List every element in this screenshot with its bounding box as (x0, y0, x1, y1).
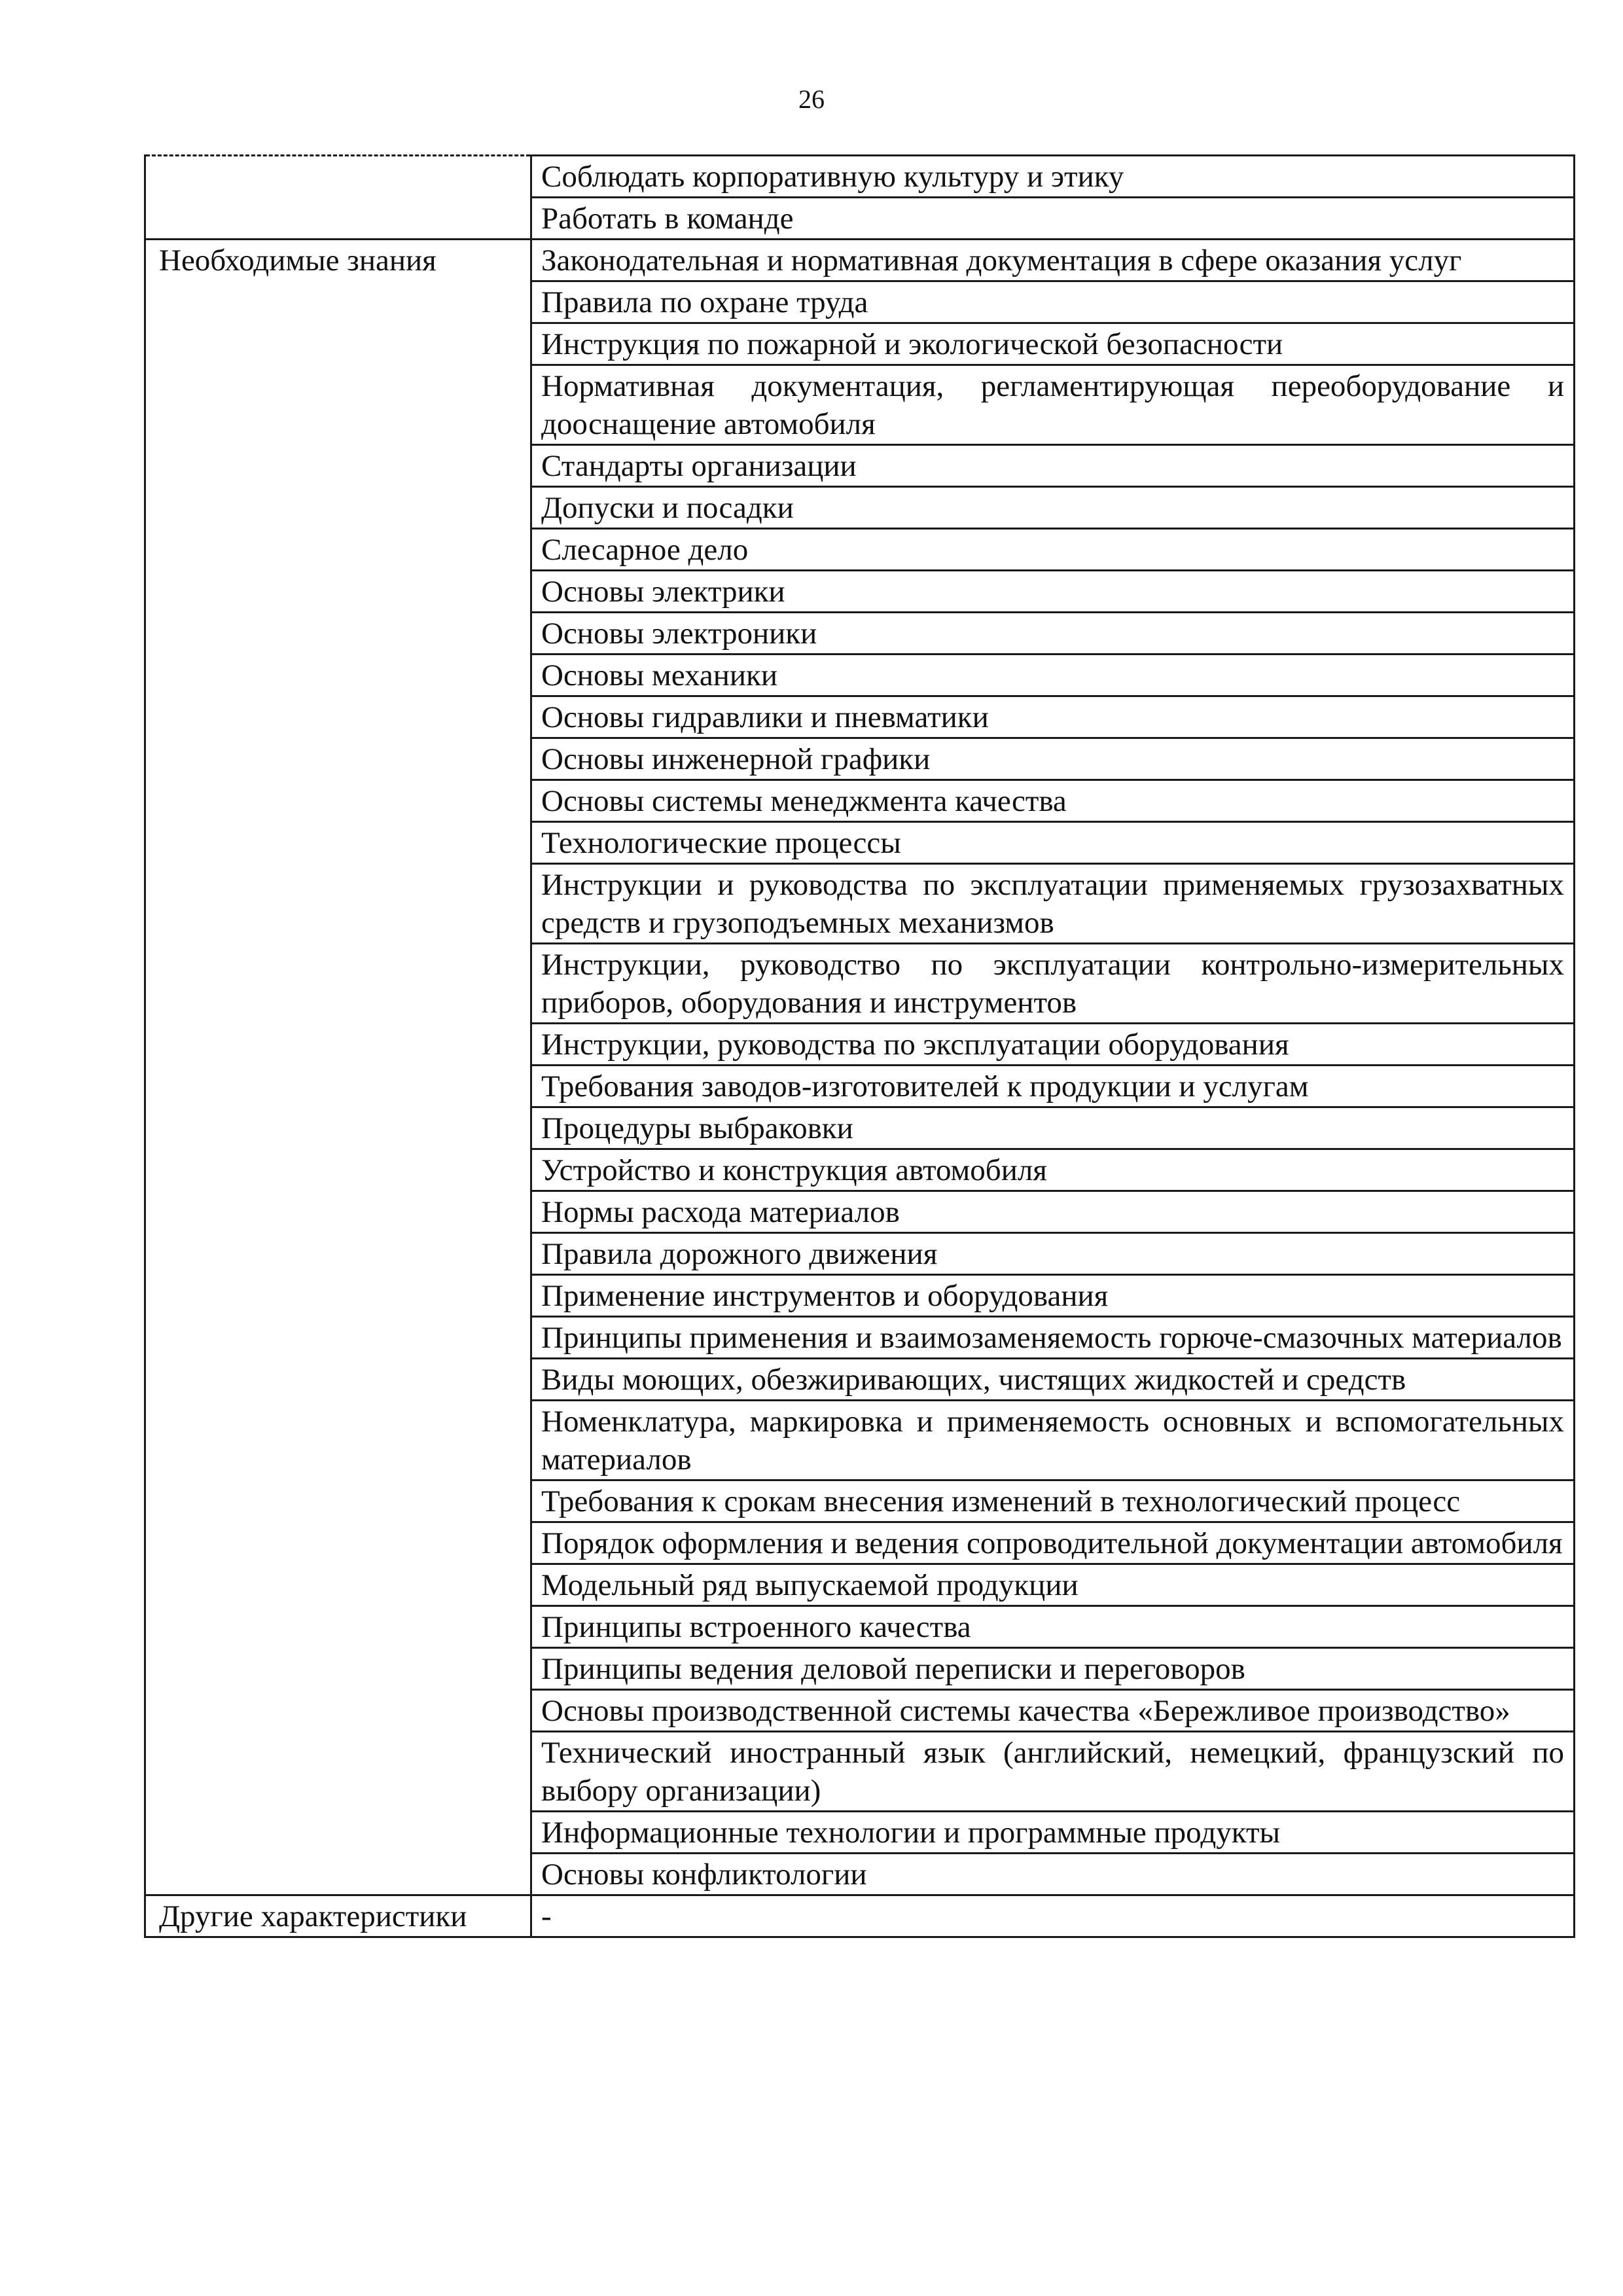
required-knowledge-item: Устройство и конструкция автомобиля (531, 1149, 1575, 1191)
other-characteristics-label: Другие характеристики (145, 1895, 531, 1937)
required-knowledge-item: Инструкции, руководства по эксплуатации оборудования (531, 1024, 1575, 1066)
required-knowledge-item: Законодательная и нормативная документация в сфере оказания услуг (531, 240, 1575, 281)
required-knowledge-item: Виды моющих, обезжиривающих, чистящих жидкостей и средств (531, 1359, 1575, 1401)
required-knowledge-item: Принципы встроенного качества (531, 1606, 1575, 1648)
continued-skills-label (145, 156, 531, 240)
required-knowledge-item: Технологические процессы (531, 822, 1575, 864)
continued-skills-item: Работать в команде (531, 198, 1575, 240)
required-knowledge-item: Нормативная документация, регламентирующая переоборудование и дооснащение автомобиля (531, 365, 1575, 445)
page-number: 26 (798, 84, 825, 114)
required-knowledge-item: Инструкция по пожарной и экологической безопасности (531, 323, 1575, 365)
required-knowledge-item: Правила по охране труда (531, 281, 1575, 323)
required-knowledge-item: Основы конфликтологии (531, 1854, 1575, 1895)
table-body (145, 156, 1575, 1937)
required-knowledge-item: Стандарты организации (531, 445, 1575, 487)
required-knowledge-item: Основы инженерной графики (531, 738, 1575, 780)
required-knowledge-item: Основы гидравлики и пневматики (531, 696, 1575, 738)
table-row (145, 156, 1575, 198)
required-knowledge-item: Основы системы менеджмента качества (531, 780, 1575, 822)
required-knowledge-item: Принципы ведения деловой переписки и переговоров (531, 1648, 1575, 1690)
required-knowledge-item: Основы производственной системы качества «Бережливое производство» (531, 1690, 1575, 1732)
required-knowledge-item: Номенклатура, маркировка и применяемость основных и вспомогательных материалов (531, 1401, 1575, 1480)
required-knowledge-item: Процедуры выбраковки (531, 1107, 1575, 1149)
required-knowledge-item: Правила дорожного движения (531, 1233, 1575, 1275)
table-row (145, 240, 1575, 281)
required-knowledge-item: Модельный ряд выпускаемой продукции (531, 1564, 1575, 1606)
required-knowledge-item: Инструкции и руководства по эксплуатации применяемых грузозахватных средств и грузоподъемных механизмов (531, 864, 1575, 944)
required-knowledge-item: Допуски и посадки (531, 487, 1575, 529)
required-knowledge-item: Требования к срокам внесения изменений в технологический процесс (531, 1480, 1575, 1522)
required-knowledge-item: Слесарное дело (531, 529, 1575, 571)
required-knowledge-item: Технический иностранный язык (английский, немецкий, французский по выбору организации) (531, 1732, 1575, 1812)
required-knowledge-item: Нормы расхода материалов (531, 1191, 1575, 1233)
continued-skills-item: Соблюдать корпоративную культуру и этику (531, 156, 1575, 198)
table-row (145, 1895, 1575, 1937)
required-knowledge-label: Необходимые знания (145, 240, 531, 1895)
required-knowledge-item: Основы механики (531, 655, 1575, 696)
required-knowledge-item: Принципы применения и взаимозаменяемость горюче-смазочных материалов (531, 1317, 1575, 1359)
required-knowledge-item: Порядок оформления и ведения сопроводительной документации автомобиля (531, 1522, 1575, 1564)
required-knowledge-item: Основы электрики (531, 571, 1575, 613)
required-knowledge-item: Информационные технологии и программные продукты (531, 1812, 1575, 1854)
requirements-table (144, 154, 1575, 1938)
required-knowledge-item: Требования заводов-изготовителей к продукции и услугам (531, 1066, 1575, 1107)
required-knowledge-item: Основы электроники (531, 613, 1575, 655)
required-knowledge-item: Применение инструментов и оборудования (531, 1275, 1575, 1317)
other-characteristics-value: - (531, 1895, 1575, 1937)
required-knowledge-item: Инструкции, руководство по эксплуатации контрольно-измерительных приборов, оборудования и инструментов (531, 944, 1575, 1024)
